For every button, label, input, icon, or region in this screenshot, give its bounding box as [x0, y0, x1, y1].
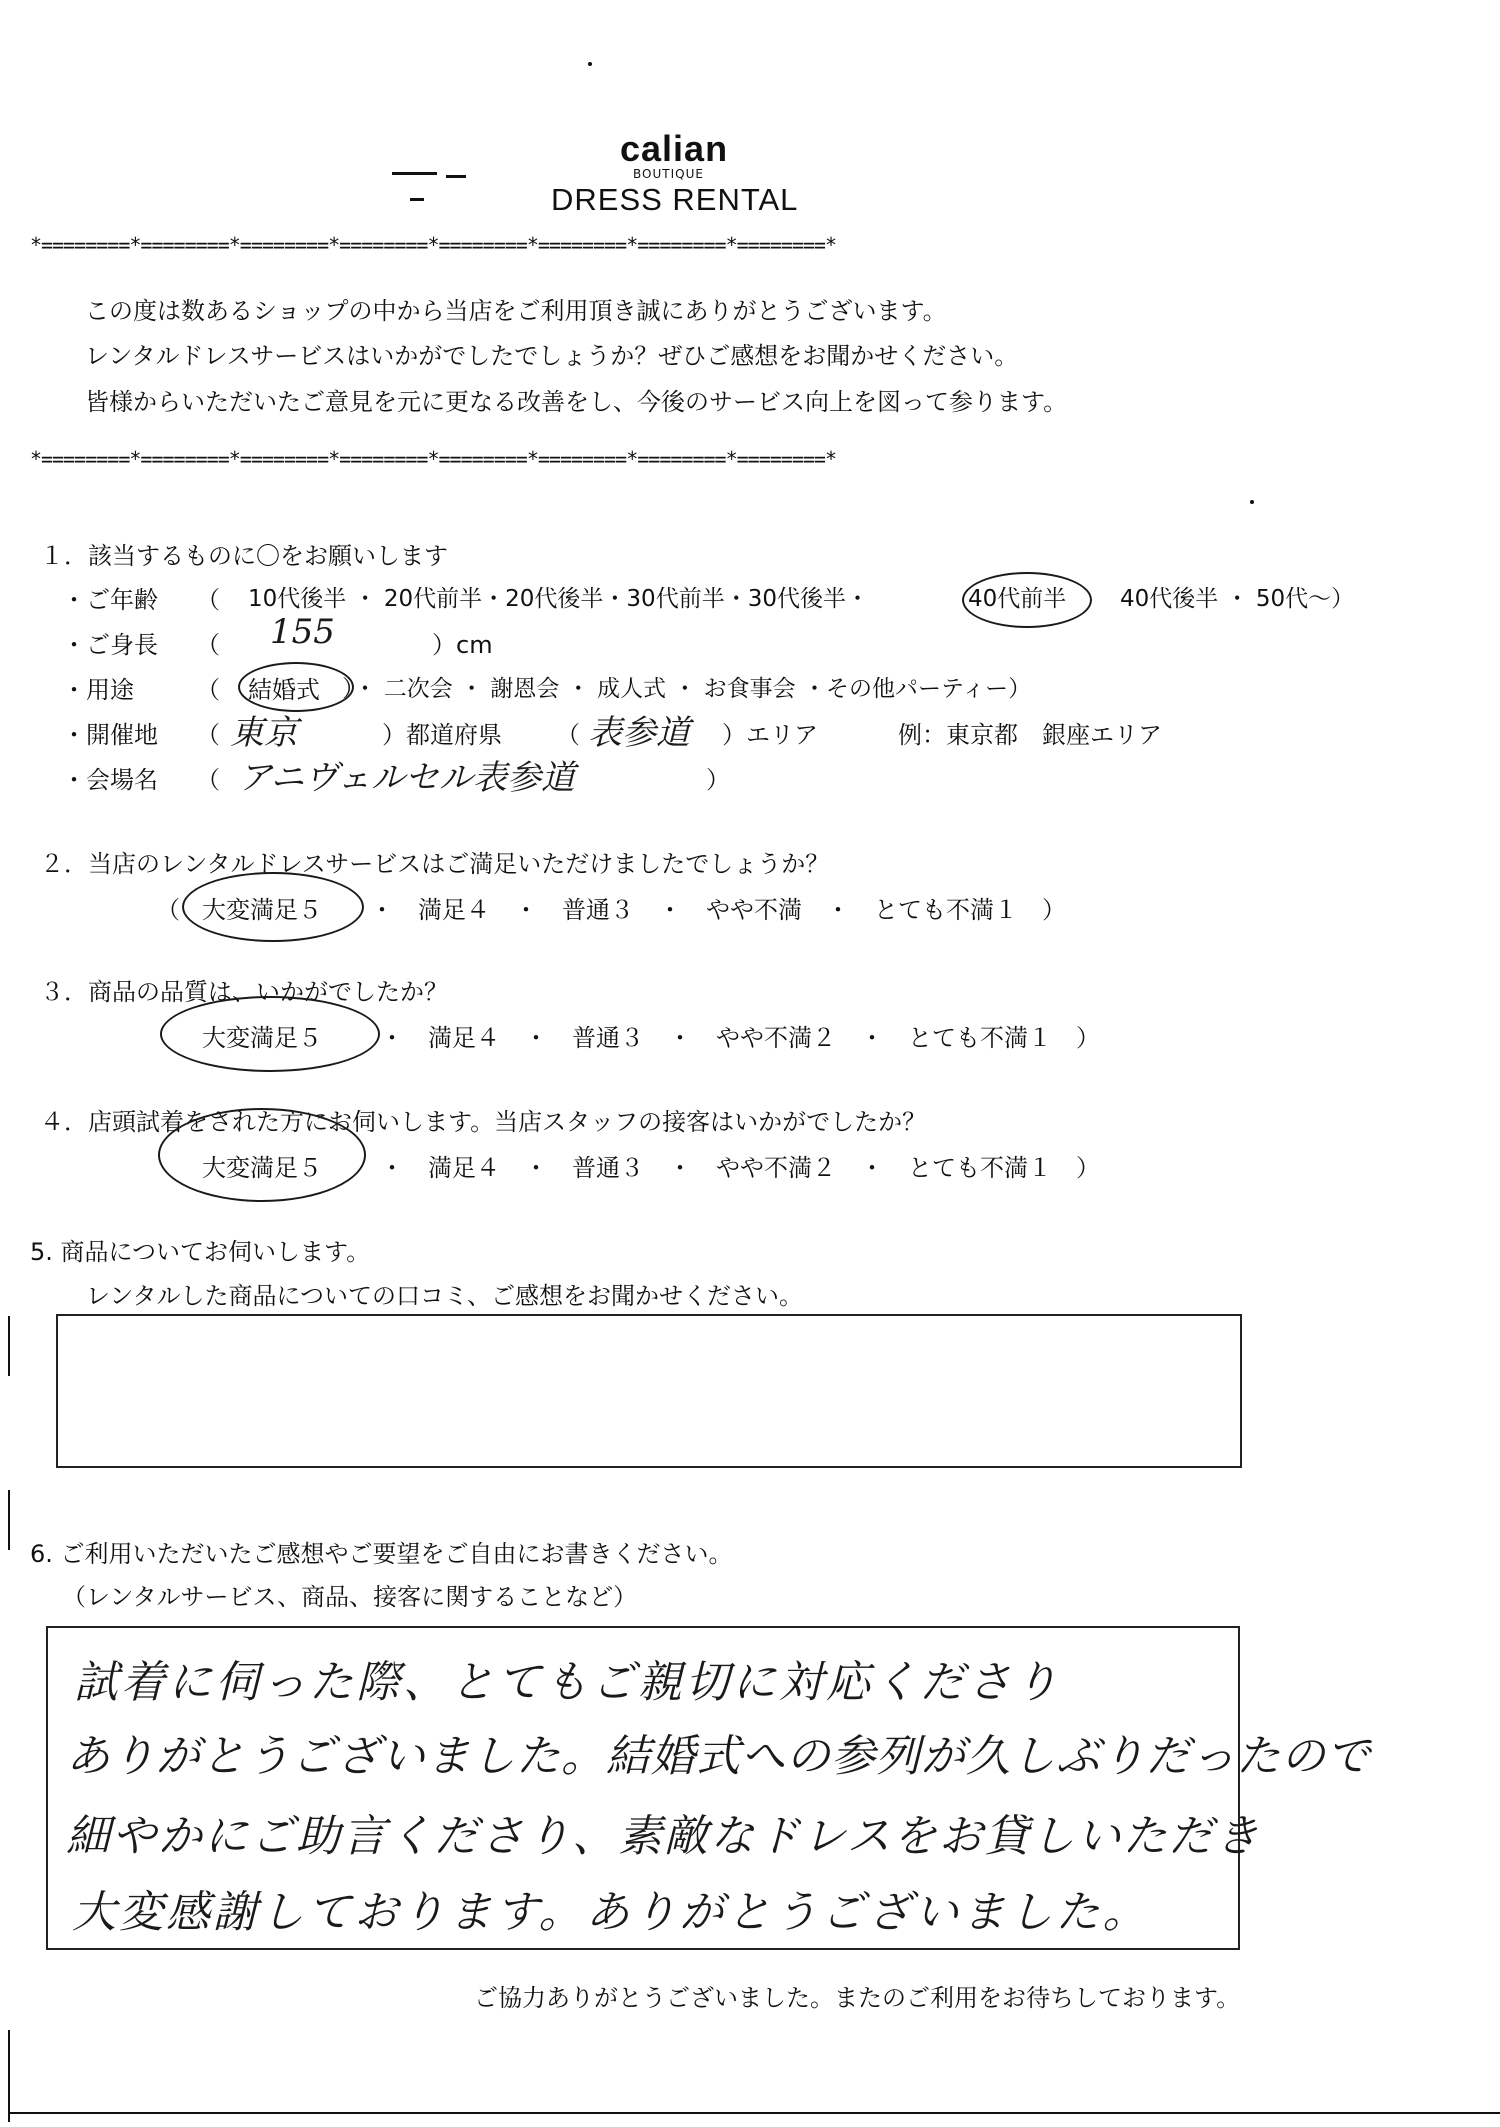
q6-subtitle: （レンタルサービス、商品、接客に関することなど）	[62, 1583, 638, 1611]
venue-area: 表参道	[588, 713, 690, 753]
scan-edge-left-3	[8, 2030, 10, 2122]
comment-line-3: 細やかにご助言くださり、素敵なドレスをお貸しいただき	[66, 1811, 1261, 1862]
comment-line-4: 大変感謝しております。ありがとうございました。	[72, 1887, 1150, 1938]
q3-title: ３．商品の品質は、いかがでしたか？	[40, 978, 448, 1006]
venue-name-open: （	[196, 766, 220, 794]
venue-pref-suffix: ）都道府県	[382, 721, 502, 749]
scan-dash	[392, 172, 437, 175]
venue-example: 例：東京都 銀座エリア	[898, 721, 1162, 749]
venue-area-suffix: ）エリア	[722, 721, 818, 749]
footer-message: ご協力ありがとうございました。またのご利用をお待ちしております。	[474, 1984, 1241, 2012]
venue-name-close: ）	[706, 766, 730, 794]
scan-edge-left-2	[8, 1490, 10, 1550]
purpose-selected: 結婚式	[248, 676, 320, 704]
height-open: （	[196, 631, 220, 659]
q2-open: （	[156, 896, 180, 924]
divider-bottom: *========*========*========*========*========*========*========*========*	[30, 447, 836, 471]
scan-edge-bottom	[8, 2112, 1500, 2114]
q4-rest: ・ 満足４ ・ 普通３ ・ やや不満２ ・ とても不満１ ）	[380, 1154, 1100, 1182]
divider-top: *========*========*========*========*========*========*========*========*	[30, 233, 836, 257]
brand-title: DRESS RENTAL	[551, 182, 799, 217]
q5-title: 5. 商品についてお伺いします。	[30, 1238, 371, 1266]
intro-line-1: この度は数あるショップの中から当店をご利用頂き誠にありがとうございます。	[85, 297, 947, 325]
purpose-label: ・用途	[62, 676, 134, 704]
venue-prefecture: 東京	[230, 713, 298, 753]
purpose-open: （	[196, 676, 220, 704]
q2-selection-circle	[182, 872, 364, 942]
age-rest: 40代後半 ・ 50代～）	[1120, 586, 1355, 612]
q5-subtitle: レンタルした商品についての口コミ、ご感想をお聞かせください。	[86, 1282, 803, 1310]
q1-title: １．該当するものに〇をお願いします	[40, 542, 448, 570]
height-label: ・ご身長	[62, 631, 158, 659]
age-selected: 40代前半	[968, 586, 1067, 612]
height-value: 155	[270, 612, 335, 652]
comment-line-2: ありがとうございました。結婚式への参列が久しぶりだったので	[66, 1731, 1371, 1782]
intro-line-2: レンタルドレスサービスはいかがでしたでしょうか？ぜひご感想をお聞かせください。	[85, 342, 1019, 370]
age-label: ・ご年齢	[62, 586, 158, 614]
brand-subtitle: BOUTIQUE	[633, 167, 704, 181]
venue-name: アニヴェルセル表参道	[238, 758, 575, 798]
comment-line-1: 試着に伺った際、とてもご親切に対応くださり	[74, 1657, 1061, 1708]
scan-dash	[446, 175, 466, 178]
scan-speck	[1250, 500, 1254, 504]
q2-rest: ・ 満足４ ・ 普通３ ・ やや不満 ・ とても不満１ ）	[370, 896, 1066, 924]
q3-rest: ・ 満足４ ・ 普通３ ・ やや不満２ ・ とても不満１ ）	[380, 1024, 1100, 1052]
q2-selected: 大変満足５	[202, 896, 322, 924]
scan-dash	[410, 198, 424, 201]
age-selection-circle	[962, 572, 1092, 628]
intro-line-3: 皆様からいただいたご意見を元に更なる改善をし、今後のサービス向上を図って参ります。	[85, 388, 1068, 416]
scan-edge-left-1	[8, 1316, 10, 1376]
venue-area-label: ・開催地	[62, 721, 158, 749]
venue-area-open-2: （	[556, 721, 580, 749]
scan-speck	[588, 62, 592, 66]
age-open: （	[196, 586, 220, 614]
q3-selected: 大変満足５	[202, 1024, 322, 1052]
brand-logo: calian	[620, 128, 729, 169]
q2-title: ２．当店のレンタルドレスサービスはご満足いただけましたでしょうか？	[40, 850, 830, 878]
height-close: ）cm	[432, 631, 493, 659]
venue-name-label: ・会場名	[62, 766, 158, 794]
q4-selected: 大変満足５	[202, 1154, 322, 1182]
q4-selection-circle	[158, 1108, 366, 1202]
age-options: 10代後半 ・ 20代前半・20代後半・30代前半・30代後半・	[248, 586, 869, 612]
q4-title: ４．店頭試着をされた方にお伺いします。当店スタッフの接客はいかがでしたか？	[40, 1108, 927, 1136]
q3-selection-circle	[160, 996, 380, 1072]
venue-area-open: （	[196, 721, 220, 749]
purpose-rest: ）・ 二次会 ・ 謝恩会 ・ 成人式 ・ お食事会 ・その他パーティー）	[342, 676, 1032, 702]
q6-title: 6. ご利用いただいたご感想やご要望をご自由にお書きください。	[30, 1540, 733, 1568]
q5-answer-box[interactable]	[56, 1314, 1242, 1468]
